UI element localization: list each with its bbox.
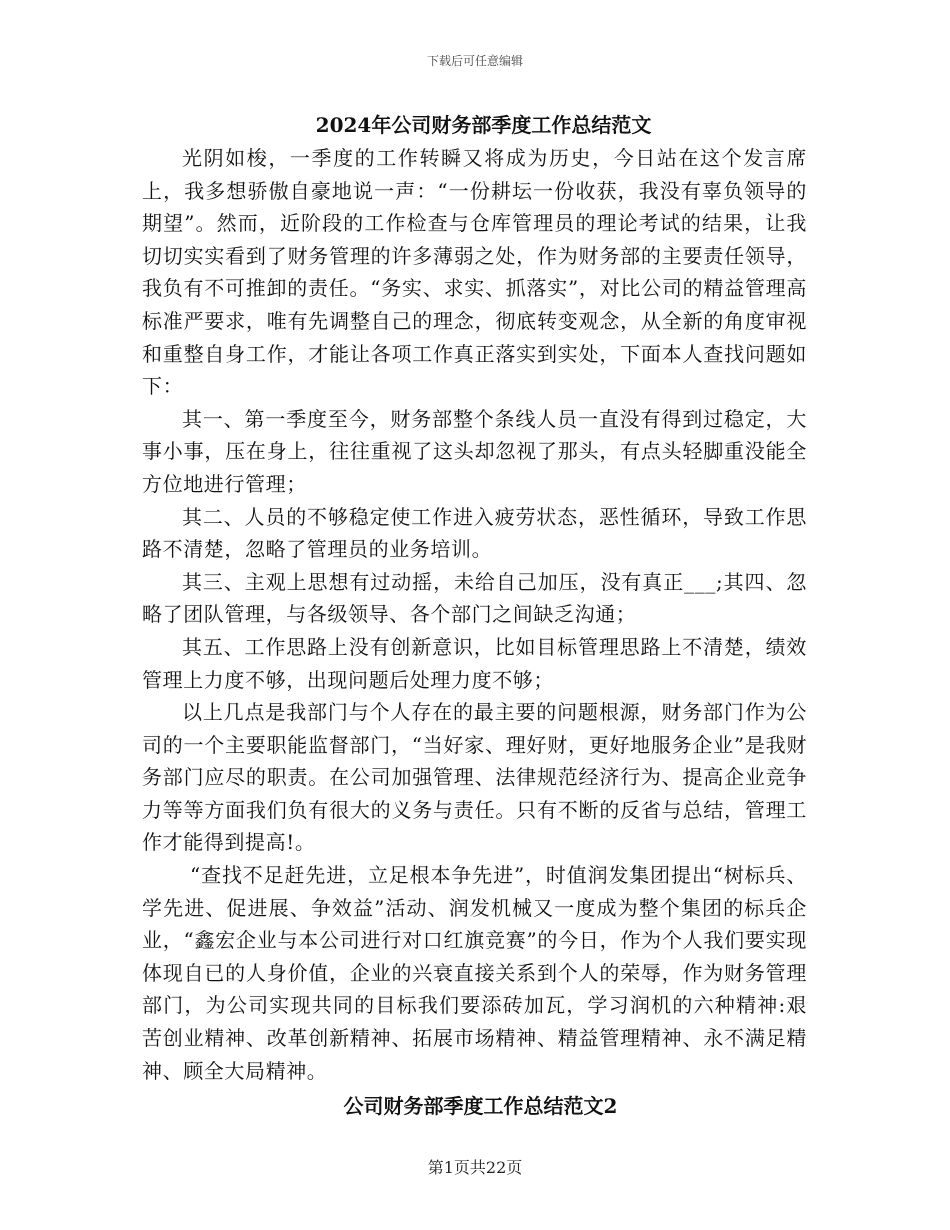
section-title-2: 公司财务部季度工作总结范文2 xyxy=(343,1094,618,1119)
paragraph-summary: 以上几点是我部门与个人存在的最主要的问题根源，财务部门作为公司的一个主要职能监督部门，“当好家、理好财，更好地服务企业”是我财务部门应尽的职责。在公司加强管理、法律规范经济行为、提高企业竞争力等等方面我们负有很大的义务与责任。只有不断的反省与总结，管理工作才能得到提高!。 xyxy=(142,700,807,855)
paragraph-point-3-4: 其三、主观上思想有过动摇，未给自己加压，没有真正___;其四、忽略了团队管理，与各级领导、各个部门之间缺乏沟通； xyxy=(142,569,807,627)
header-note: 下载后可任意编辑 xyxy=(426,54,523,68)
paragraph-point-5: 其五、工作思路上没有创新意识，比如目标管理思路上不清楚，绩效管理上力度不够，出现问题后处理力度不够； xyxy=(142,634,807,692)
paragraph-intro: 光阴如梭，一季度的工作转瞬又将成为历史，今日站在这个发言席上，我多想骄傲自豪地说一声：“一份耕坛一份收获，我没有辜负领导的期望”。然而，近阶段的工作检查与仓库管理员的理论考试的结果，让我切切实实看到了财务管理的许多薄弱之处，作为财务部的主要责任领导，我负有不可推卸的责任。“务实、求实、抓落实”，对比公司的精益管理高标准严要求，唯有先调整自己的理念，彻底转变观念，从全新的角度审视和重整自身工作，才能让各项工作真正落实到实处，下面本人查找问题如下： xyxy=(142,146,807,399)
document-body xyxy=(142,108,807,1123)
paragraph-point-2: 其二、人员的不够稳定使工作进入疲劳状态，恶性循环，导致工作思路不清楚，忽略了管理员的业务培训。 xyxy=(142,504,807,562)
page-number: 第1页共22页 xyxy=(427,1158,523,1177)
paragraph-point-1: 其一、第一季度至今，财务部整个条线人员一直没有得到过稳定，大事小事，压在身上，往往重视了这头却忽视了那头，有点头轻脚重没能全方位地进行管理； xyxy=(142,406,807,496)
document-title: 2024年公司财务部季度工作总结范文 xyxy=(315,113,652,137)
paragraph-spirit: “查找不足赶先进，立足根本争先进”，时值润发集团提出“树标兵、学先进、促进展、争效益”活动、润发机械又一度成为整个集团的标兵企业，“鑫宏企业与本公司进行对口红旗竞赛”的今日，作为个人我们要实现体现自已的人身价值，企业的兴衰直接关系到个人的荣辱，作为财务管理部门，为公司实现共同的目标我们要添砖加瓦，学习润机的六种精神:艰苦创业精神、改革创新精神、拓展市场精神、精益管理精神、永不满足精神、顾全大局精神。 xyxy=(142,863,807,1083)
